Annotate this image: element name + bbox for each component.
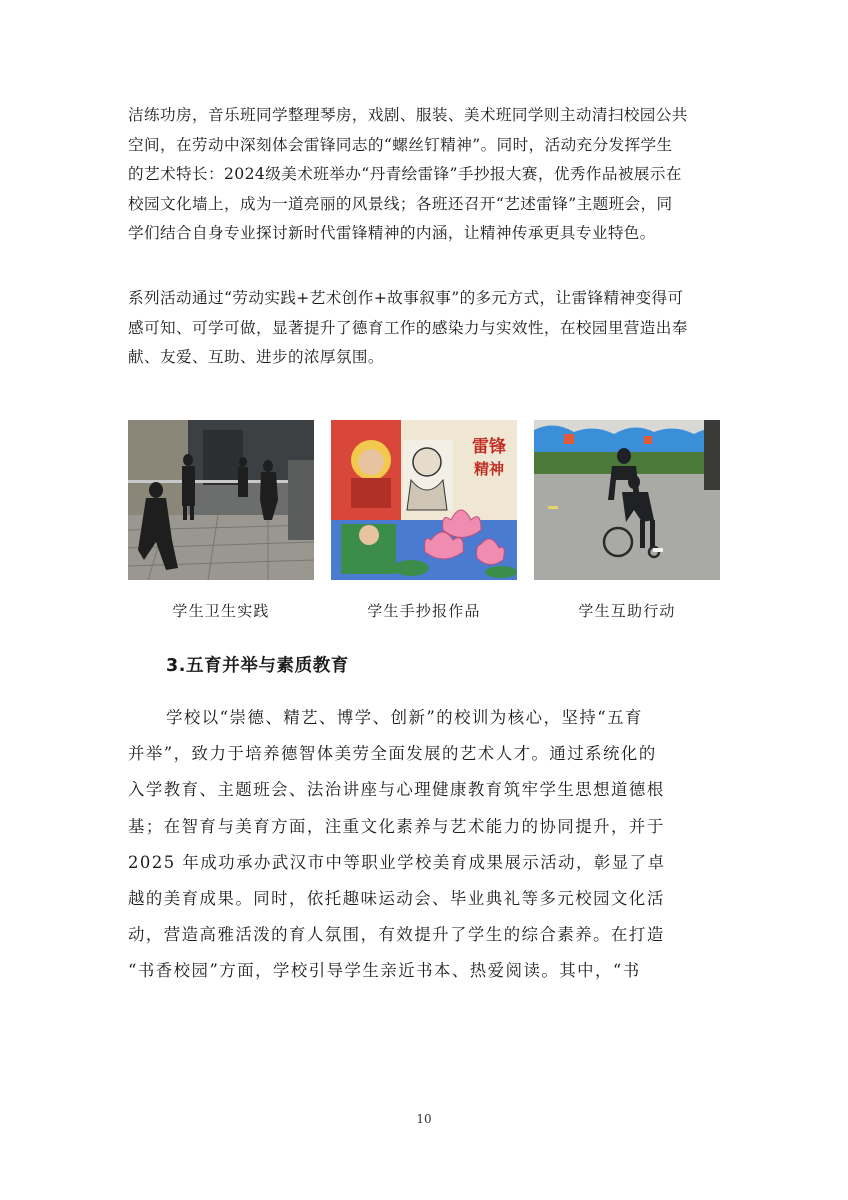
photo-hand-drawn-poster <box>331 420 517 580</box>
text-line: 感可知、可学可做，显著提升了德育工作的感染力与实效性，在校园里营造出奉 <box>128 318 688 337</box>
poster-title-text: 雷锋 <box>472 437 506 457</box>
text-line: 校园文化墙上，成为一道亮丽的风景线；各班还召开“艺述雷锋”主题班会，同 <box>128 194 673 213</box>
paragraph-lei-feng-activities <box>128 101 722 249</box>
photo-mutual-help <box>534 420 720 580</box>
poster-title-text: 精神 <box>473 460 505 478</box>
text-line: 洁练功房，音乐班同学整理琴房，戏剧、服装、美术班同学则主动清扫校园公共 <box>128 106 688 124</box>
photo-caption: 学生互助行动 <box>578 602 676 620</box>
text-line: 越的美育成果。同时，依托趣味运动会、毕业典礼等多元校园文化活 <box>128 889 665 909</box>
poster-illustration <box>331 420 517 580</box>
photo-student-cleaning <box>128 420 314 580</box>
mutual-help-illustration <box>534 420 720 580</box>
text-line: 学校以“崇德、精艺、博学、创新”的校训为核心，坚持“五育 <box>166 708 643 727</box>
page-number: 10 <box>416 1112 432 1126</box>
text-line: 动，营造高雅活泼的育人氛围，有效提升了学生的综合素养。在打造 <box>128 925 665 945</box>
cleaning-photo-illustration <box>128 420 314 580</box>
text-line: 空间，在劳动中深刻体会雷锋同志的“螺丝钉精神”。同时，活动充分发挥学生 <box>128 135 673 154</box>
section-heading: 3.五育并举与素质教育 <box>166 656 349 676</box>
photo-caption: 学生手抄报作品 <box>367 602 481 620</box>
text-line: 学们结合自身专业探讨新时代雷锋精神的内涵，让精神传承更具专业特色。 <box>128 224 656 242</box>
text-line: 基；在智育与美育方面，注重文化素养与艺术能力的协同提升，并于 <box>128 816 665 836</box>
photo-caption: 学生卫生实践 <box>172 602 270 620</box>
paragraph-activity-summary <box>128 284 722 373</box>
text-line: 入学教育、主题班会、法治讲座与心理健康教育筑牢学生思想道德根 <box>128 780 665 800</box>
text-line: “书香校园”方面，学校引导学生亲近书本、热爱阅读。其中，“书 <box>128 961 641 981</box>
text-line: 2025 年成功承办武汉市中等职业学校美育成果展示活动，彰显了卓 <box>128 852 666 872</box>
text-line: 并举”，致力于培养德智体美劳全面发展的艺术人才。通过系统化的 <box>128 744 657 764</box>
text-line: 献、友爱、互助、进步的浓厚氛围。 <box>128 348 384 366</box>
text-line: 的艺术特长：2024级美术班举办“丹青绘雷锋”手抄报大赛，优秀作品被展示在 <box>128 165 682 183</box>
paragraph-five-education <box>128 700 722 990</box>
text-line: 系列活动通过“劳动实践+艺术创作+故事叙事”的多元方式，让雷锋精神变得可 <box>128 289 684 307</box>
